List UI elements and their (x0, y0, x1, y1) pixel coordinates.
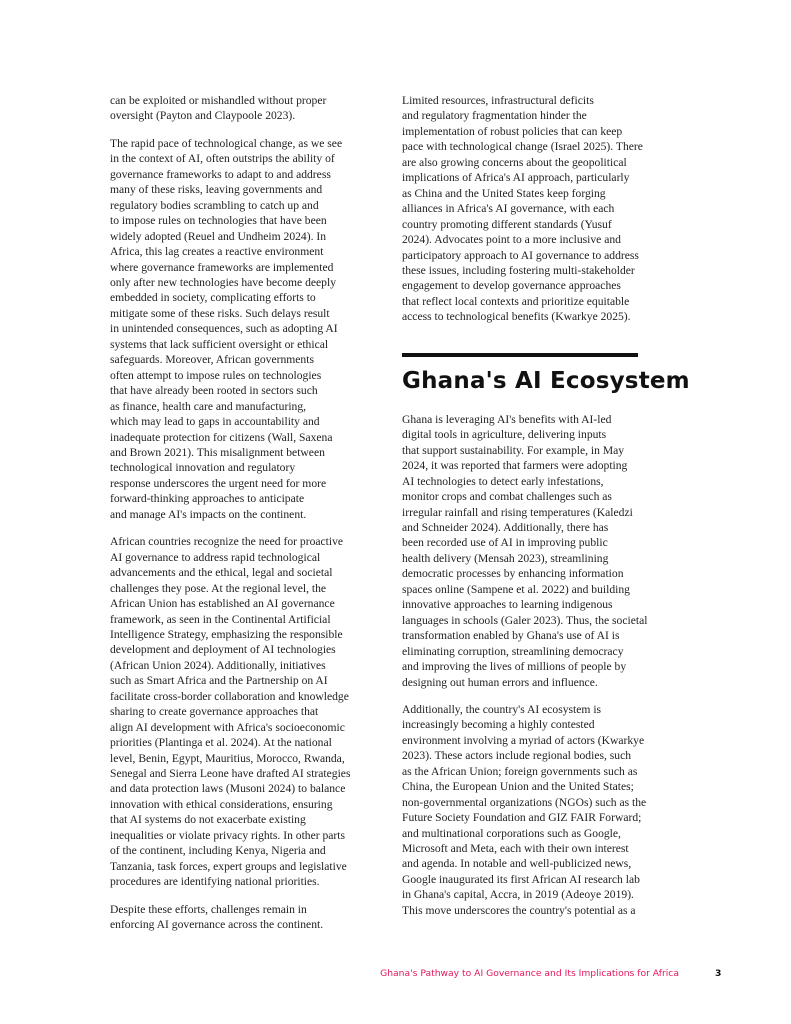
right-intro-paragraphs (402, 93, 692, 325)
text-line: and Brown 2021). This misalignment between (110, 445, 325, 459)
text-line: country promoting different standards (Yusuf (402, 217, 612, 231)
text-line: (African Union 2024). Additionally, initiatives (110, 658, 326, 672)
text-line: participatory approach to AI governance to address (402, 248, 639, 262)
text-line: This move underscores the country's potential as a (402, 903, 636, 917)
section-paragraphs (402, 412, 692, 919)
text-line: access to technological benefits (Kwarkye 2025). (402, 310, 631, 324)
text-line: eliminating corruption, streamlining democracy (402, 644, 624, 658)
paragraph (402, 93, 692, 325)
text-line: innovation with ethical considerations, ensuring (110, 797, 333, 811)
text-line: AI technologies to detect early infestations, (402, 474, 604, 488)
text-line: in the context of AI, often outstrips the ability of (110, 152, 335, 166)
text-line: level, Benin, Egypt, Mauritius, Morocco, Rwanda, (110, 751, 345, 765)
text-line: of the continent, including Kenya, Nigeria and (110, 844, 326, 858)
text-line: non-governmental organizations (NGOs) such as the (402, 795, 647, 809)
text-line: to impose rules on technologies that have been (110, 214, 327, 228)
text-line: and regulatory fragmentation hinder the (402, 109, 587, 123)
text-line: transformation enabled by Ghana's use of AI is (402, 629, 620, 643)
section-heading: Ghana's AI Ecosystem (402, 367, 690, 394)
text-line: procedures are identifying national priorities. (110, 875, 320, 889)
text-line: health delivery (Mensah 2023), streamlining (402, 551, 609, 565)
text-line: development and deployment of AI technologies (110, 643, 336, 657)
text-line: as finance, health care and manufacturing, (110, 399, 307, 413)
text-line: in Ghana's capital, Accra, in 2019 (Adeoye 2019). (402, 888, 634, 902)
text-line: engagement to develop governance approaches (402, 279, 621, 293)
text-line: where governance frameworks are implemented (110, 260, 334, 274)
text-line: that AI systems do not exacerbate existing (110, 813, 306, 827)
right-column (402, 93, 692, 930)
text-line: framework, as seen in the Continental Artificial (110, 612, 331, 626)
text-line: innovative approaches to learning indigenous (402, 598, 613, 612)
text-line: which may lead to gaps in accountability and (110, 415, 320, 429)
text-line: and agenda. In notable and well-publicized news, (402, 857, 632, 871)
paragraph (402, 412, 692, 690)
text-line: and improving the lives of millions of people by (402, 660, 627, 674)
text-line: and data protection laws (Musoni 2024) to balance (110, 782, 346, 796)
text-line: that reflect local contexts and prioritize equitable (402, 294, 630, 308)
text-line: in unintended consequences, such as adopting AI (110, 322, 338, 336)
text-line: The rapid pace of technological change, as we see (110, 136, 343, 150)
text-line: advancements and the ethical, legal and societal (110, 566, 333, 580)
text-line: African countries recognize the need for proactive (110, 535, 344, 549)
text-line: align AI development with Africa's socioeconomic (110, 720, 345, 734)
text-line: forward-thinking approaches to anticipate (110, 492, 305, 506)
text-line: Senegal and Sierra Leone have drafted AI strategies (110, 767, 351, 781)
text-line: that have already been rooted in sectors such (110, 384, 318, 398)
text-line: such as Smart Africa and the Partnership on AI (110, 674, 328, 688)
paragraph (110, 136, 390, 522)
text-line: and multinational corporations such as Google, (402, 826, 621, 840)
text-line: 2024, it was reported that farmers were adopting (402, 459, 628, 473)
text-line: only after new technologies have become deeply (110, 275, 336, 289)
text-line: inequalities or violate privacy rights. In other parts (110, 828, 346, 842)
text-line: Limited resources, infrastructural deficits (402, 94, 594, 107)
text-line: oversight (Payton and Claypoole 2023). (110, 109, 296, 123)
text-line: as China and the United States keep forging (402, 186, 606, 200)
text-line: AI governance to address rapid technological (110, 550, 321, 564)
text-line: often attempt to impose rules on technologies (110, 368, 322, 382)
text-line: irregular rainfall and rising temperatures (Kaledzi (402, 505, 633, 519)
page-number: 3 (715, 968, 722, 979)
text-line: and Schneider 2024). Additionally, there has (402, 520, 609, 534)
text-line: spaces online (Sampene et al. 2022) and building (402, 582, 630, 596)
text-line: sharing to create governance approaches that (110, 705, 319, 719)
text-line: 2024). Advocates point to a more inclusive and (402, 233, 621, 247)
text-line: been recorded use of AI in improving public (402, 536, 608, 550)
text-line: facilitate cross-border collaboration and knowledge (110, 689, 349, 703)
text-line: are also growing concerns about the geopolitical (402, 155, 627, 169)
text-line: monitor crops and combat challenges such as (402, 490, 612, 504)
text-line: democratic processes by enhancing information (402, 567, 624, 581)
paragraph (402, 702, 692, 918)
text-line: Tanzania, task forces, expert groups and legislative (110, 859, 347, 873)
text-line: Additionally, the country's AI ecosystem is (402, 702, 602, 716)
text-line: alliances in Africa's AI governance, with each (402, 202, 615, 216)
text-line: widely adopted (Reuel and Undheim 2024). In (110, 229, 327, 243)
text-line: Google inaugurated its first African AI research lab (402, 872, 640, 886)
text-line: challenges they pose. At the regional level, the (110, 581, 327, 595)
text-line: can be exploited or mishandled without proper (110, 94, 327, 107)
text-line: technological innovation and regulatory (110, 461, 296, 475)
text-line: Ghana is leveraging AI's benefits with AI-led (402, 412, 612, 426)
text-line: governance frameworks to adapt to and address (110, 167, 331, 181)
text-line: safeguards. Moreover, African governments (110, 353, 314, 367)
text-line: and manage AI's impacts on the continent. (110, 507, 307, 521)
text-line: implications of Africa's AI approach, particularly (402, 171, 630, 185)
text-line: response underscores the urgent need for more (110, 476, 327, 490)
text-line: digital tools in agriculture, delivering inputs (402, 428, 607, 442)
text-line: languages in schools (Galer 2023). Thus, the societal (402, 613, 648, 627)
text-line: enforcing AI governance across the continent. (110, 918, 324, 932)
text-line: Africa, this lag creates a reactive environment (110, 245, 324, 259)
text-line: that support sustainability. For example, in May (402, 443, 625, 457)
text-line: pace with technological change (Israel 2025). There (402, 140, 643, 154)
text-line: these issues, including fostering multi-stakeholder (402, 263, 635, 277)
paragraph (110, 93, 390, 124)
text-line: Future Society Foundation and GIZ FAIR Forward; (402, 811, 642, 825)
text-line: regulatory bodies scrambling to catch up and (110, 198, 319, 212)
text-line: many of these risks, leaving governments and (110, 183, 323, 197)
text-line: systems that lack sufficient oversight or ethical (110, 337, 329, 351)
paragraph (110, 902, 390, 933)
left-column (110, 93, 390, 945)
text-line: priorities (Plantinga et al. 2024). At the national (110, 736, 332, 750)
text-line: African Union has established an AI governance (110, 597, 335, 611)
section-divider (402, 353, 638, 357)
text-line: Despite these efforts, challenges remain in (110, 902, 307, 916)
text-line: designing out human errors and influence. (402, 675, 598, 689)
text-line: 2023). These actors include regional bodies, such (402, 749, 632, 763)
paragraph (110, 534, 390, 889)
text-line: increasingly becoming a highly contested (402, 718, 595, 732)
text-line: as the African Union; foreign governments such as (402, 764, 638, 778)
text-line: China, the European Union and the United States; (402, 780, 634, 794)
text-line: environment involving a myriad of actors (Kwarkye (402, 733, 645, 747)
text-line: mitigate some of these risks. Such delays result (110, 306, 330, 320)
text-line: embedded in society, complicating efforts to (110, 291, 316, 305)
text-line: Intelligence Strategy, emphasizing the responsible (110, 627, 343, 641)
running-footer-title: Ghana's Pathway to AI Governance and Its Implications for Africa (380, 968, 679, 979)
text-line: Microsoft and Meta, each with their own interest (402, 842, 629, 856)
text-line: inadequate protection for citizens (Wall, Saxena (110, 430, 333, 444)
text-line: implementation of robust policies that can keep (402, 124, 623, 138)
